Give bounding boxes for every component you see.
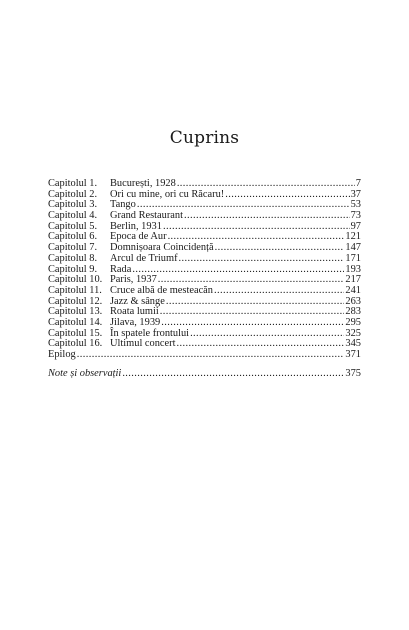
toc-entry-epilogue <box>48 350 361 361</box>
toc-chapter-title: În spatele frontului <box>110 327 190 339</box>
toc-chapter-number: Capitolul 2. <box>48 188 98 200</box>
toc-entry <box>48 339 361 350</box>
toc-page-number: 97 <box>350 220 361 232</box>
toc-page-number: 263 <box>345 295 361 307</box>
toc-page-number: 171 <box>345 252 361 264</box>
toc-leader-dots <box>160 307 345 318</box>
toc-chapter-title: Ori cu mine, ori cu Răcaru! <box>110 188 225 200</box>
toc-leader-dots <box>190 329 344 340</box>
toc-chapter-number: Capitolul 1. <box>48 178 98 189</box>
toc-epilogue-title: Epilog <box>48 349 76 360</box>
toc-page-number: 241 <box>345 284 361 296</box>
toc-page-number: 53 <box>350 199 361 211</box>
toc-chapter-number: Capitolul 15. <box>48 327 103 339</box>
toc-chapter-title: Epoca de Aur <box>110 231 167 243</box>
toc-leader-dots <box>215 243 345 254</box>
toc-page-number: 325 <box>345 327 361 339</box>
toc-chapter-number: Capitolul 16. <box>48 338 103 350</box>
toc-page-number: 283 <box>345 306 361 318</box>
toc-chapter-number: Capitolul 4. <box>48 210 98 222</box>
toc-chapter-title: Rada <box>110 263 132 275</box>
toc-chapter-number: Capitolul 13. <box>48 306 103 318</box>
toc-chapter-number: Capitolul 10. <box>48 274 103 286</box>
toc-chapter-number: Capitolul 14. <box>48 316 103 328</box>
toc-chapter-title: Domnișoara Coincidență <box>110 242 214 254</box>
toc-page-number: 193 <box>345 263 361 275</box>
toc-leader-dots <box>214 286 344 297</box>
toc-chapter-title: București, 1928 <box>110 178 176 189</box>
toc-chapter-number: Capitolul 7. <box>48 242 98 254</box>
toc-entry <box>48 286 361 297</box>
toc-page-number: 375 <box>345 367 361 379</box>
toc-page-number: 7 <box>355 178 361 189</box>
toc-leader-dots <box>179 254 345 265</box>
toc-leader-dots <box>122 369 344 380</box>
toc-chapter-number: Capitolul 12. <box>48 295 103 307</box>
toc-page-number: 345 <box>345 338 361 350</box>
toc-chapter-title: Paris, 1937 <box>110 274 157 286</box>
toc-chapter-number: Capitolul 8. <box>48 252 98 264</box>
toc-page-number: 73 <box>350 210 361 222</box>
toc-page-number: 295 <box>345 316 361 328</box>
toc-chapter-title: Jazz & sânge <box>110 295 165 307</box>
toc-leader-dots <box>77 350 345 361</box>
toc-chapter-title: Arcul de Triumf <box>110 252 178 264</box>
toc-page-number: 217 <box>345 274 361 286</box>
toc-page-number: 37 <box>350 188 361 200</box>
table-of-contents <box>48 179 361 379</box>
page-title: Cuprins <box>169 128 240 148</box>
toc-chapter-title: Roata lumii <box>110 306 159 318</box>
toc-chapter-title: Tango <box>110 199 136 211</box>
toc-page-number: 147 <box>345 242 361 254</box>
toc-chapter-number: Capitolul 5. <box>48 220 98 232</box>
toc-leader-dots <box>184 211 350 222</box>
toc-leader-dots <box>166 297 345 308</box>
toc-chapter-title: Berlin, 1931 <box>110 220 162 232</box>
toc-notes-title: Note și observații <box>48 367 122 379</box>
toc-chapter-number: Capitolul 11. <box>48 284 102 296</box>
toc-page-number: 121 <box>345 231 361 243</box>
toc-chapter-title: Cruce albă de mesteacăn <box>110 284 213 296</box>
toc-entry-notes <box>48 369 361 380</box>
toc-leader-dots <box>225 190 349 201</box>
toc-chapter-title: Ultimul concert <box>110 338 176 350</box>
toc-chapter-number: Capitolul 9. <box>48 263 98 275</box>
toc-chapter-title: Grand Restaurant <box>110 210 183 222</box>
toc-chapter-number: Capitolul 3. <box>48 199 98 211</box>
toc-entry <box>48 254 361 265</box>
toc-chapter-number: Capitolul 6. <box>48 231 98 243</box>
toc-leader-dots <box>132 265 344 276</box>
toc-chapter-title: Jilava, 1939 <box>110 316 161 328</box>
toc-page-number: 371 <box>345 349 361 360</box>
toc-leader-dots <box>163 222 350 233</box>
toc-leader-dots <box>177 339 345 350</box>
